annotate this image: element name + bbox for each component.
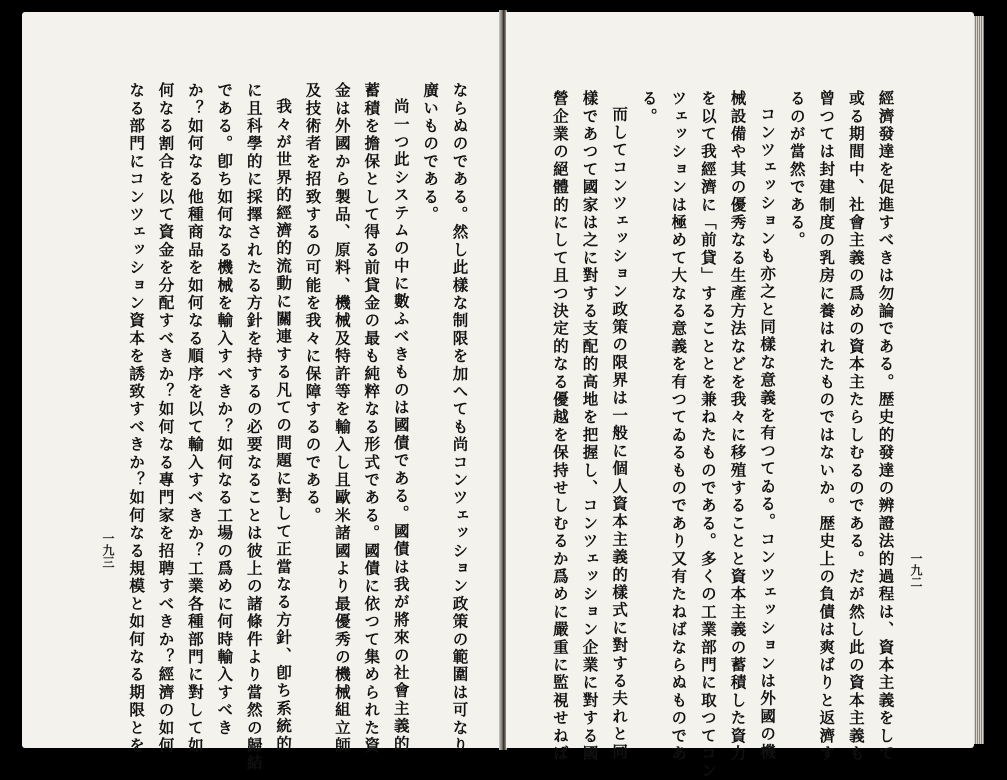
text-column: ならぬのである。然し此樣な制限を加へても尚コンツェッション政策の範圍は可なり bbox=[450, 82, 470, 755]
text-column: 何なる割合を以て資金を分配すべきか？如何なる專門家を招聘すべきか？經濟の如何 bbox=[156, 82, 176, 755]
text-column: 經濟發達を促進すべきは勿論である。歴史的發達の辨證法的過程は、資本主義をして bbox=[876, 90, 896, 763]
text-column: るのが當然である。 bbox=[787, 90, 807, 250]
text-column: 金は外國から製品、原料、機械及特許等を輸入し且歐米諸國より最優秀の機械組立師 bbox=[332, 82, 352, 755]
right-page-text bbox=[506, 12, 974, 780]
right-page bbox=[506, 12, 974, 780]
text-column: 而してコンツェッション政策の限界は一般に個人資本主義的樣式に對する夫れと同 bbox=[610, 106, 630, 761]
left-page-number: 一九三 bbox=[101, 532, 115, 568]
text-column: 營企業の絕體的にして且つ決定的なる優越を保持せしむるか爲めに嚴重に監視せねば bbox=[550, 90, 570, 763]
page-edges bbox=[974, 16, 984, 744]
text-column: を以て我經濟に「前貸」することとを兼ねたものである。多くの工業部門に取つてコン bbox=[698, 90, 718, 780]
text-column: に且科學的に採擇されたる方針を持するの必要なることは彼上の諸條件より當然の歸結 bbox=[244, 82, 264, 773]
text-column: か？如何なる他種商品を如何なる順序を以て輸入すべきか？工業各種部門に對して如 bbox=[185, 82, 205, 755]
text-column: る。 bbox=[639, 90, 659, 126]
text-column: 尚一つ此システムの中に數ふべきものは國債である。國債は我が將來の社會主義的 bbox=[391, 98, 411, 753]
left-page bbox=[22, 12, 500, 773]
text-column: コンツェッションも亦之と同樣な意義を有つてゐる。コンツェッションは外國の機 bbox=[758, 106, 778, 761]
text-column: 及技術者を招致するの可能を我々に保障するのである。 bbox=[303, 82, 323, 525]
text-column: 我々が世界的經濟的流動に關連する凡ての問題に對して正當なる方針、卽ち系統的 bbox=[274, 98, 294, 753]
text-column: なる部門にコンツェッション資本を誘致すべきか？如何なる規模と如何なる期限とを bbox=[127, 82, 147, 755]
text-column: 蓄積を擔保として得る前貸金の最も純粹なる形式である。國債に依つて集められた資 bbox=[362, 82, 382, 755]
text-column: ツェッションは極めて大なる意義を有つてゐるものであり又有たねばならぬものであ bbox=[669, 90, 689, 763]
text-column: 或る期間中、社會主義の爲めの資本主たらしむるのである。だが然し此の資本主義も bbox=[846, 90, 866, 763]
text-column: 曾つては封建制度の乳房に養はれたものではないか。歴史上の負債は爽ばりと返濟す bbox=[817, 90, 837, 763]
text-column: である。卽ち如何なる機械を輸入すべきか？如何なる工場の爲めに何時輸入すべき bbox=[215, 82, 235, 737]
left-page-text bbox=[22, 12, 500, 773]
text-column: 樣であつて國家は之に對する支配的高地を把握し、コンツェッション企業に對する國 bbox=[580, 90, 600, 763]
right-page-number: 一九二 bbox=[909, 552, 923, 588]
text-column: 械設備や其の優秀なる生產方法などを我々に移殖することと資本主義の蓄積した資力 bbox=[728, 90, 748, 763]
text-column: 廣いものである。 bbox=[421, 82, 441, 224]
